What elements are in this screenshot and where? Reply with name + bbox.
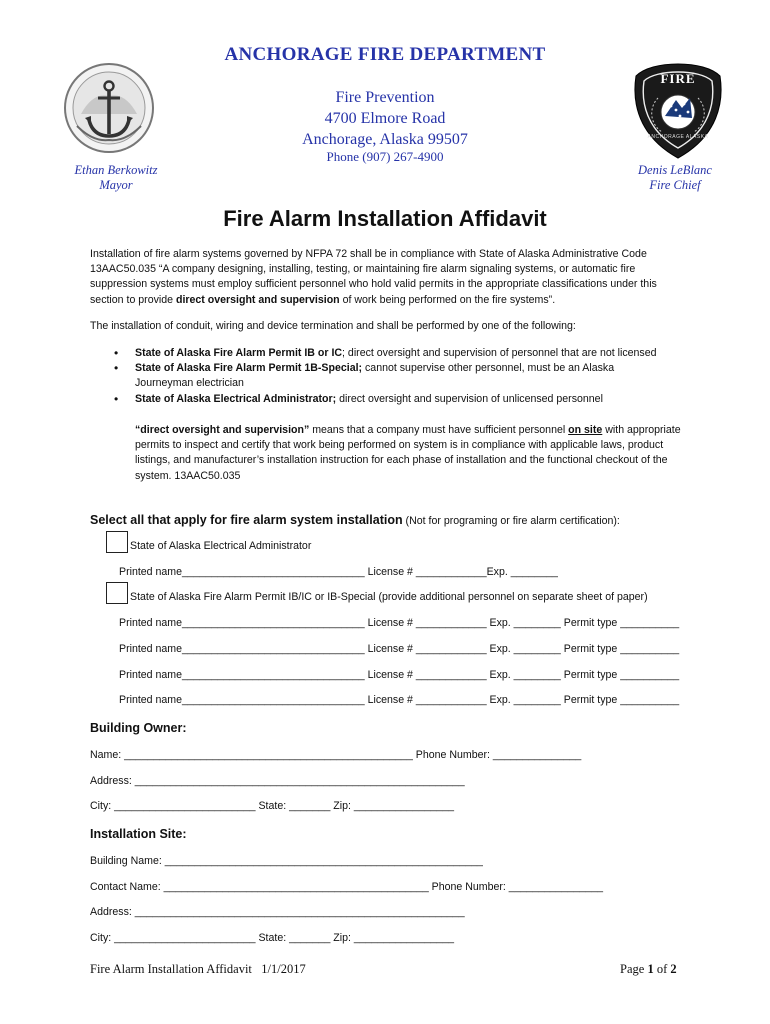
phone-number: Phone (907) 267-4900 [326,149,444,164]
building-owner-heading: Building Owner: [90,721,187,735]
option-electrical-administrator: State of Alaska Electrical Administrator [130,540,312,552]
emphasis-text: direct oversight and supervision [175,293,340,306]
list-item: • State of Alaska Electrical Administrator; direct oversight and supervision of unlicensed personnel [110,392,670,407]
badge-ring-text: ANCHORAGE ALASKA [647,134,709,140]
page-number: Page 1 of 2 [620,962,677,976]
owner-name-field[interactable]: Name: _________________________________________________ Phone Number: _______________ [90,749,582,761]
definition-line: “direct oversight and supervision” means that a company must have sufficient personnel on site with appropriate [135,424,681,436]
permit-holder-line[interactable]: Printed name_______________________________ License # ____________ Exp. ________ Permit type __________ [119,643,680,655]
electrical-administrator-checkbox[interactable] [106,531,128,553]
installation-site-heading: Installation Site: [90,827,187,841]
permit-holder-line[interactable]: Printed name_______________________________ License # ____________ Exp. ________ Permit type __________ [119,617,680,629]
mayor-name: Ethan Berkowitz [74,163,158,177]
street-address: 4700 Elmore Road [324,110,446,127]
selection-heading: Select all that apply for fire alarm system installation (Not for programing or fire alarm certification): [90,513,620,527]
badge-label: FIRE [660,71,696,86]
definition-line: system. 13AAC50.035 [135,469,241,482]
page-title: Fire Alarm Installation Affidavit [223,206,547,231]
requirement-paragraph: The installation of conduit, wiring and device termination and shall be performed by one of the following: [90,320,576,332]
footer-document-title: Fire Alarm Installation Affidavit 1/1/2017 [90,962,306,976]
division-name: Fire Prevention [335,89,435,106]
administrator-printed-name-line[interactable]: Printed name_______________________________ License # ____________Exp. ________ [119,566,558,578]
fire-alarm-permit-checkbox[interactable] [106,582,128,604]
intro-line: Installation of fire alarm systems governed by NFPA 72 shall be in compliance with State of Alaska Administrative Code [90,248,647,260]
chief-block [622,163,728,193]
chief-title: Fire Chief [649,178,701,192]
permit-bullet-list [110,346,670,407]
list-item: • State of Alaska Fire Alarm Permit IB or IC; direct oversight and supervision of personnel that are not licensed [110,346,670,361]
site-city-field[interactable]: City: ________________________ State: _______ Zip: _________________ [90,932,455,944]
definition-line: permits to inspect and certify that work being performed on system is in compliance with applicable laws, product [135,439,664,452]
chief-name: Denis LeBlanc [638,163,712,177]
mayor-title: Mayor [99,178,133,192]
option-fire-alarm-permit: State of Alaska Fire Alarm Permit IB/IC or IB-Special (provide additional personnel on separate sheet of paper) [130,591,648,603]
site-address-field[interactable]: Address: ________________________________________________________ [90,906,465,918]
mayor-block [63,163,169,193]
city-address: Anchorage, Alaska 99507 [302,131,468,148]
intro-line: 13AAC50.035 “A company designing, installing, testing, or maintaining fire alarm signaling systems, or automatic fire [90,263,636,276]
intro-line: suppression systems must employ sufficient personnel who hold valid permits in the appropriate classifications under this [90,278,657,291]
site-contact-name-field[interactable]: Contact Name: _____________________________________________ Phone Number: ________________ [90,881,604,893]
permit-holder-line[interactable]: Printed name_______________________________ License # ____________ Exp. ________ Permit type __________ [119,669,680,681]
owner-city-field[interactable]: City: ________________________ State: _______ Zip: _________________ [90,800,455,812]
department-name: ANCHORAGE FIRE DEPARTMENT [224,44,546,65]
permit-holder-line[interactable]: Printed name_______________________________ License # ____________ Exp. ________ Permit type __________ [119,694,680,706]
list-item: • State of Alaska Fire Alarm Permit 1B-Special; cannot supervise other personnel, must be an Alaska Journeyman electrician [110,361,670,391]
owner-address-field[interactable]: Address: ________________________________________________________ [90,775,465,787]
intro-paragraph [90,247,690,308]
definition-line: listings, and manufacturer’s installation instruction for each phase of installation and the functional checkout of the [135,454,668,467]
definition-paragraph [135,423,695,484]
site-building-name-field[interactable]: Building Name: ______________________________________________________ [90,855,483,867]
intro-line: section to provide direct oversight and supervision of work being performed on the fire systems”. [90,293,556,306]
